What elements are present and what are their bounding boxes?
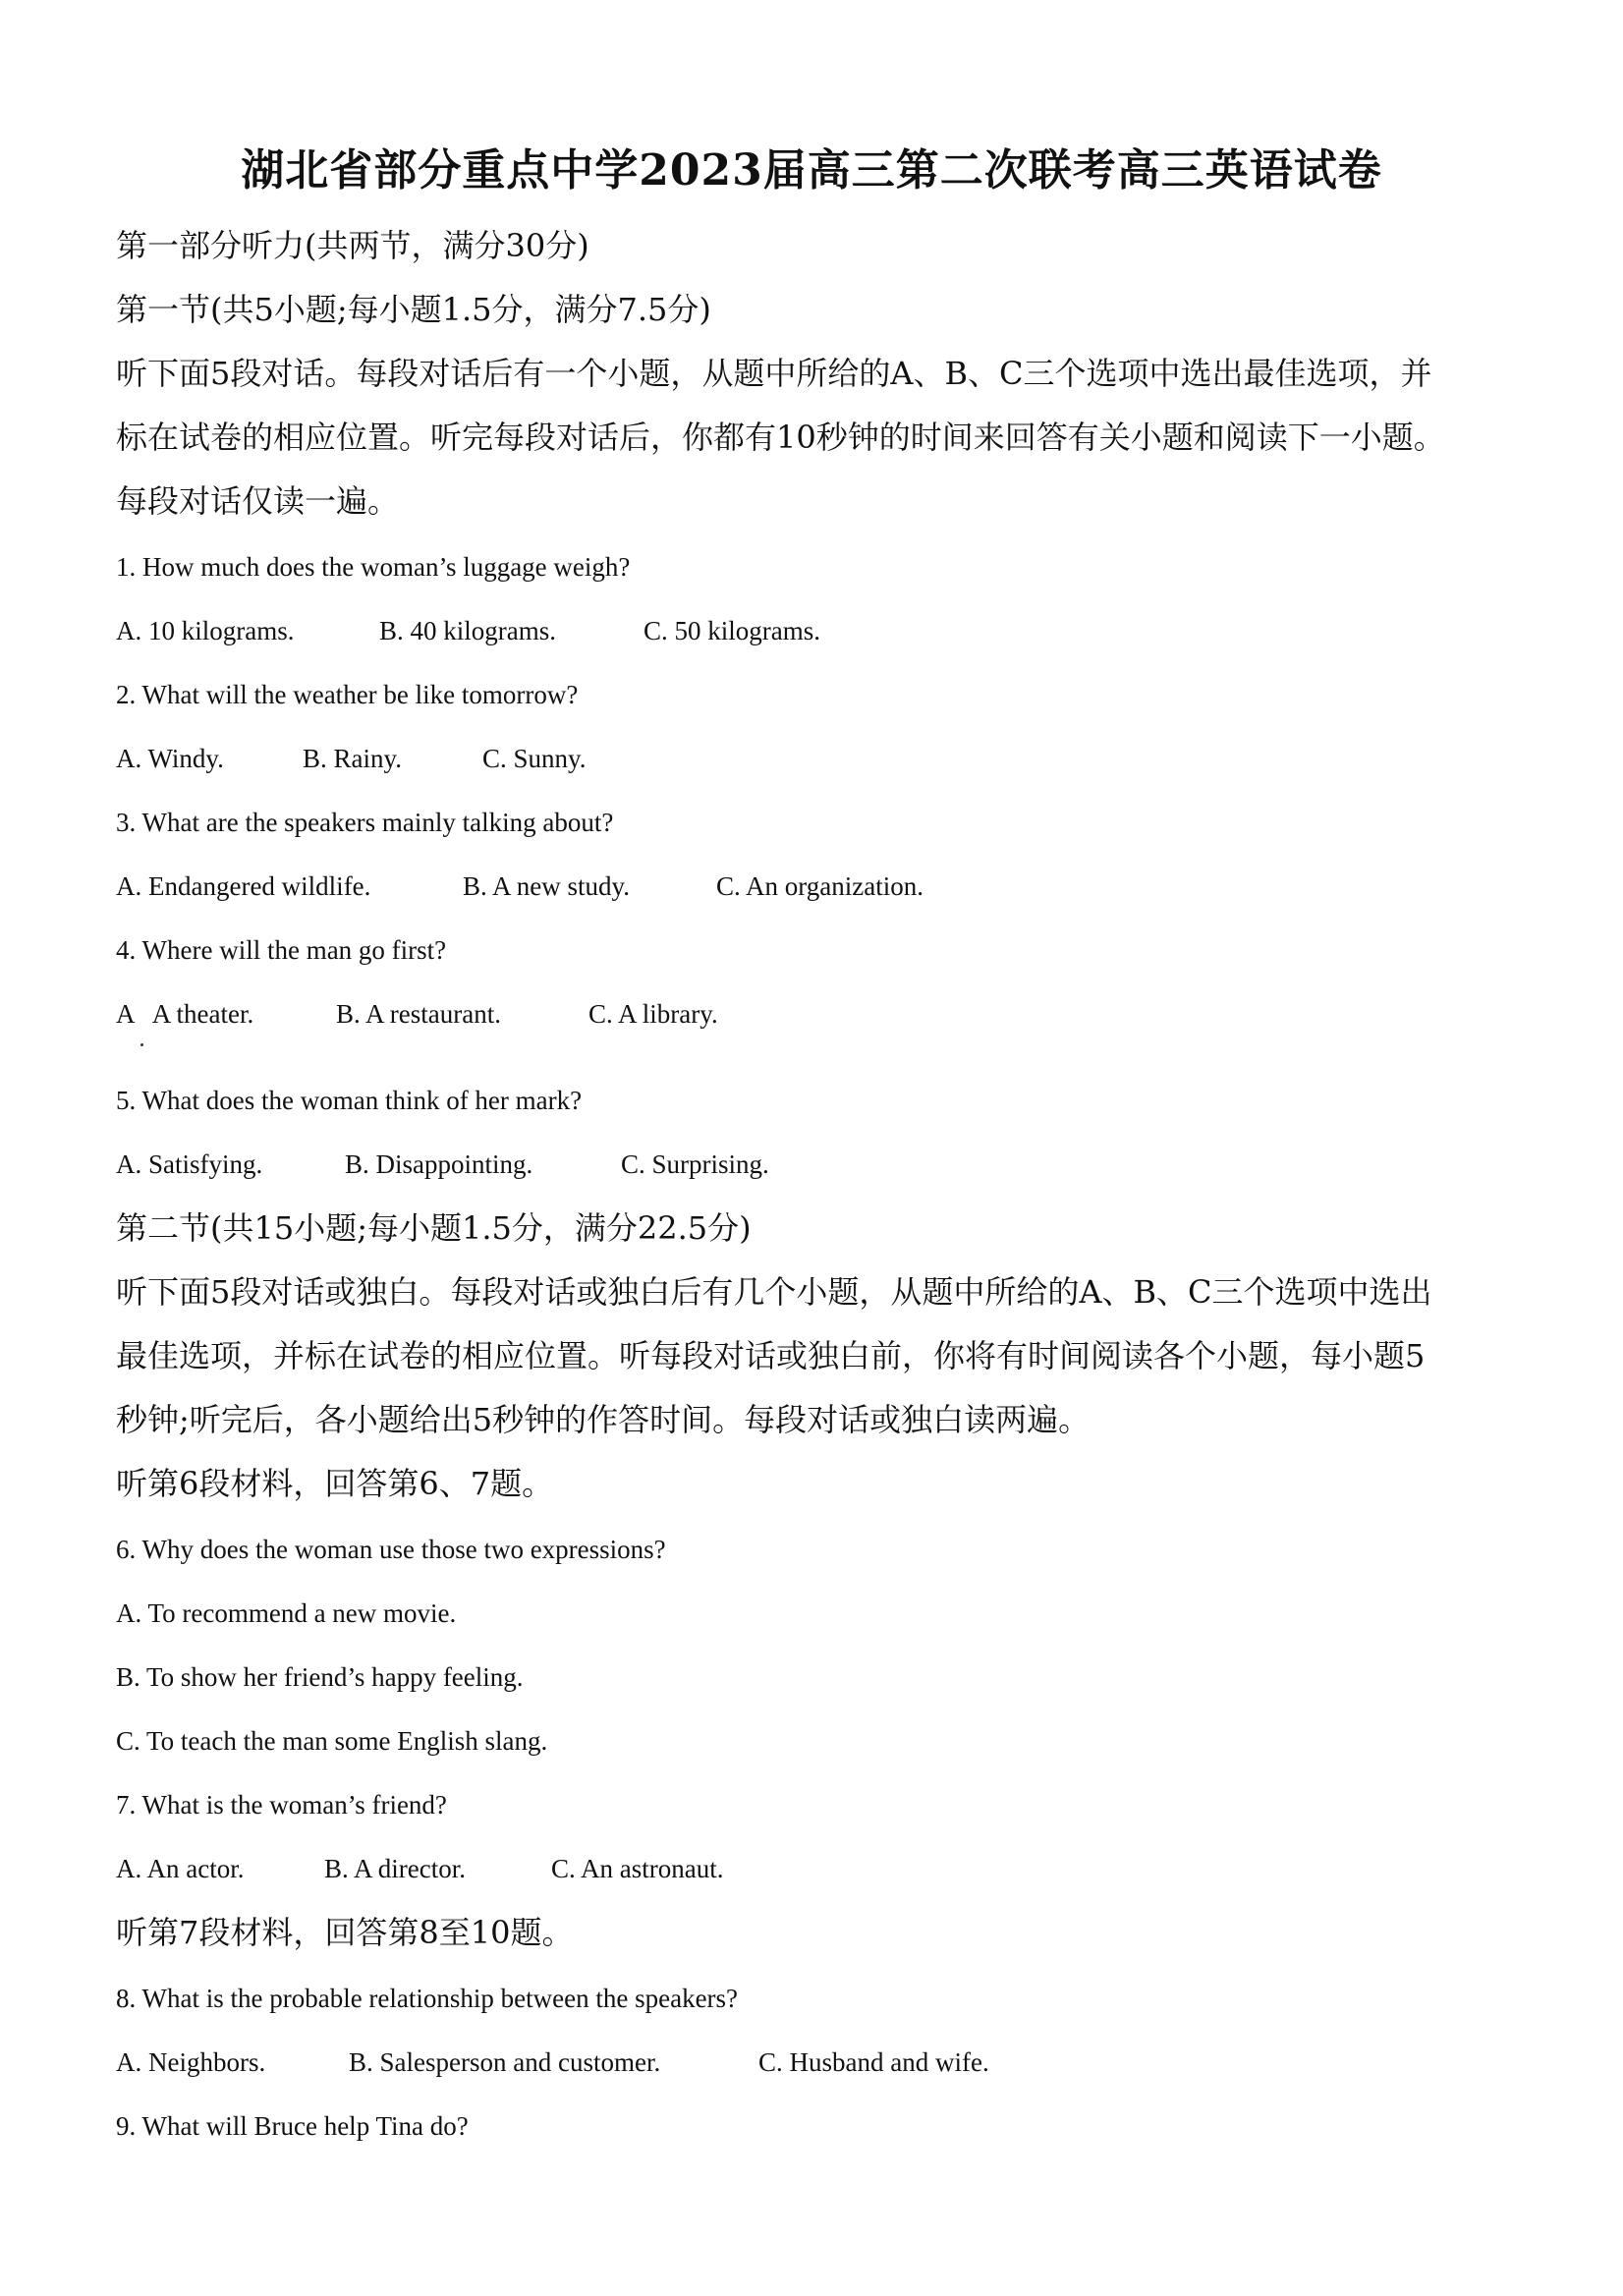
material-7-heading: 听第7段材料，回答第8至10题。 bbox=[116, 1914, 574, 1951]
q2-option-b: B. Rainy. bbox=[303, 744, 402, 773]
section2-instruction-line2: 最佳选项，并标在试卷的相应位置。听每段对话或独白前，你将有时间阅读各个小题，每小题5 bbox=[116, 1337, 1426, 1374]
section1-heading: 第一节(共5小题;每小题1.5分，满分7.5分) bbox=[116, 291, 711, 328]
question-3: 3. What are the speakers mainly talking about? bbox=[116, 808, 614, 837]
q2-option-a: A. Windy. bbox=[116, 744, 224, 773]
q5-option-a: A. Satisfying. bbox=[116, 1149, 263, 1179]
section1-instruction-line1: 听下面5段对话。每段对话后有一个小题，从题中所给的A、B、C三个选项中选出最佳选项，并 bbox=[116, 355, 1432, 392]
q3-option-c: C. An organization. bbox=[716, 871, 923, 901]
part1-heading: 第一部分听力(共两节，满分30分) bbox=[116, 227, 589, 264]
q4-option-c: C. A library. bbox=[588, 999, 718, 1029]
question-7: 7. What is the woman’s friend? bbox=[116, 1790, 447, 1820]
q7-option-b: B. A director. bbox=[324, 1854, 466, 1883]
q2-option-c: C. Sunny. bbox=[482, 744, 587, 773]
exam-title: 湖北省部分重点中学2023届高三第二次联考高三英语试卷 bbox=[241, 145, 1382, 196]
section2-heading: 第二节(共15小题;每小题1.5分，满分22.5分) bbox=[116, 1209, 752, 1247]
q4-option-b: B. A restaurant. bbox=[336, 999, 501, 1029]
q4-option-a: A A theater. bbox=[116, 999, 254, 1029]
q3-option-a: A. Endangered wildlife. bbox=[116, 871, 371, 901]
q6-option-b: B. To show her friend’s happy feeling. bbox=[116, 1662, 524, 1692]
section1-instruction-line3: 每段对话仅读一遍。 bbox=[116, 482, 400, 520]
q3-option-b: B. A new study. bbox=[463, 871, 631, 901]
q7-option-a: A. An actor. bbox=[116, 1854, 245, 1883]
q8-option-b: B. Salesperson and customer. bbox=[349, 2047, 661, 2077]
section1-instruction-line2: 标在试卷的相应位置。听完每段对话后，你都有10秒钟的时间来回答有关小题和阅读下一小题。 bbox=[116, 419, 1445, 456]
section2-instruction-line3: 秒钟;听完后，各小题给出5秒钟的作答时间。每段对话或独白读两遍。 bbox=[116, 1401, 1091, 1438]
question-2: 2. What will the weather be like tomorrow? bbox=[116, 680, 579, 709]
q1-option-c: C. 50 kilograms. bbox=[644, 616, 820, 645]
q5-option-b: B. Disappointing. bbox=[345, 1149, 533, 1179]
question-4: 4. Where will the man go first? bbox=[116, 935, 447, 965]
stray-dot bbox=[140, 1043, 143, 1046]
q6-option-c: C. To teach the man some English slang. bbox=[116, 1726, 548, 1756]
q8-option-c: C. Husband and wife. bbox=[758, 2047, 989, 2077]
q5-option-c: C. Surprising. bbox=[621, 1149, 769, 1179]
section2-instruction-line1: 听下面5段对话或独白。每段对话或独白后有几个小题，从题中所给的A、B、C三个选项中选出 bbox=[116, 1273, 1432, 1311]
q7-option-c: C. An astronaut. bbox=[551, 1854, 724, 1883]
question-6: 6. Why does the woman use those two expressions? bbox=[116, 1535, 666, 1564]
question-1: 1. How much does the woman’s luggage weigh? bbox=[116, 552, 631, 582]
q1-option-a: A. 10 kilograms. bbox=[116, 616, 295, 645]
question-8: 8. What is the probable relationship between the speakers? bbox=[116, 1984, 739, 2013]
q8-option-a: A. Neighbors. bbox=[116, 2047, 266, 2077]
q1-option-b: B. 40 kilograms. bbox=[379, 616, 556, 645]
material-6-heading: 听第6段材料，回答第6、7题。 bbox=[116, 1465, 554, 1502]
question-5: 5. What does the woman think of her mark? bbox=[116, 1086, 583, 1115]
q6-option-a: A. To recommend a new movie. bbox=[116, 1598, 457, 1628]
question-9: 9. What will Bruce help Tina do? bbox=[116, 2111, 469, 2141]
